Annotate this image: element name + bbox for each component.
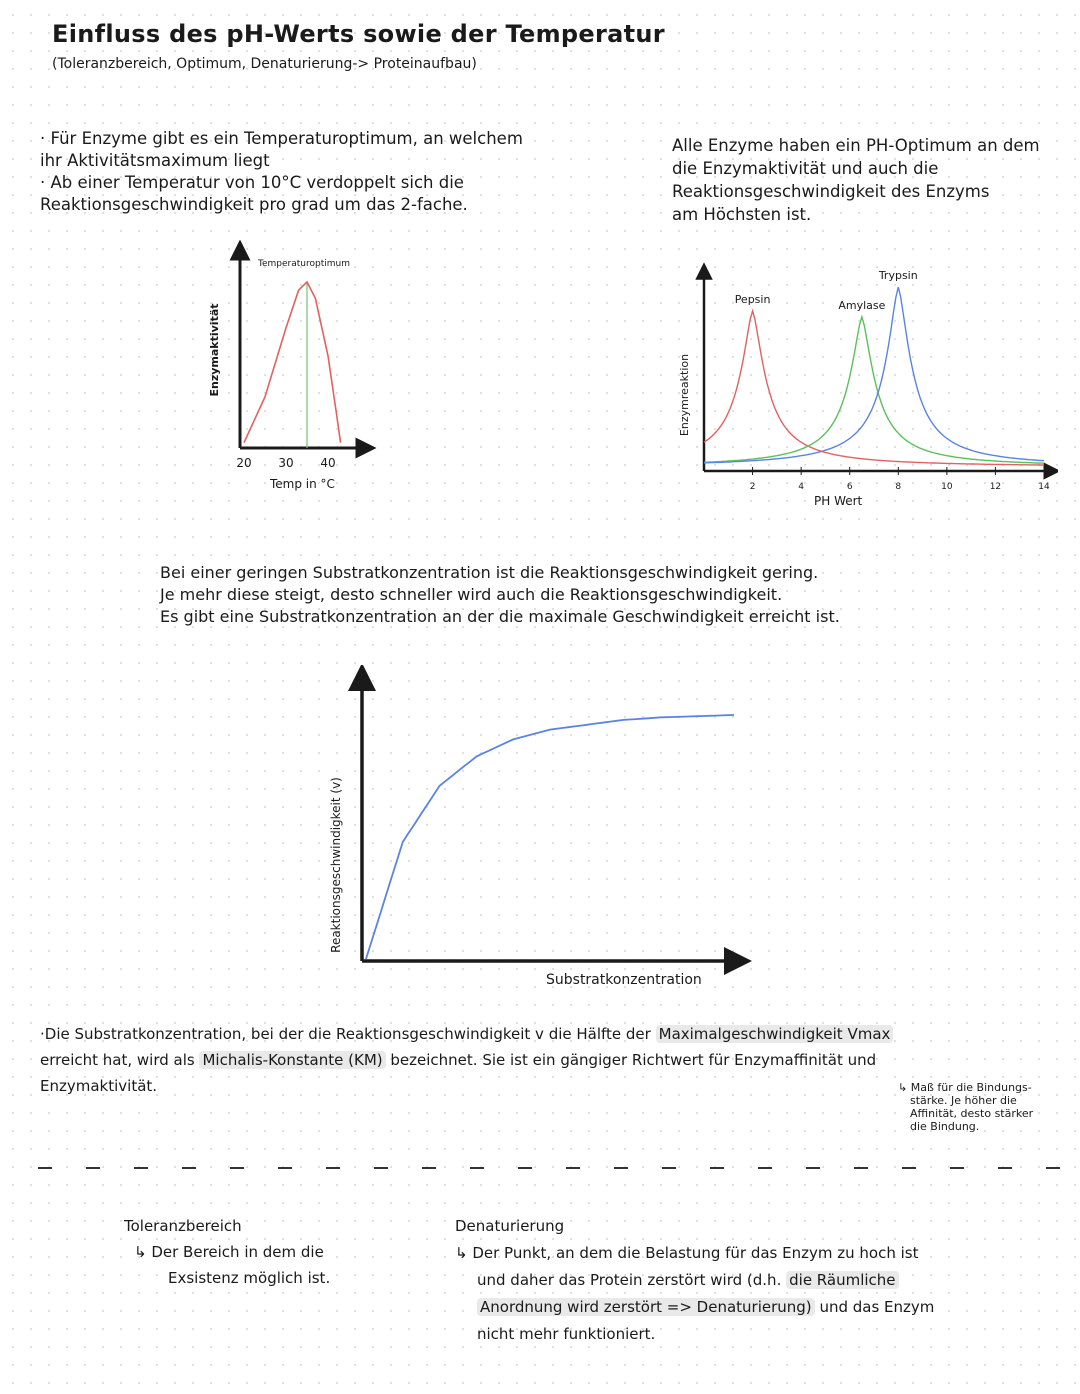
divider-dash bbox=[662, 1167, 676, 1169]
binding-note bbox=[898, 1081, 1068, 1133]
divider-dash bbox=[566, 1167, 580, 1169]
temp-x-tick: 40 bbox=[320, 456, 336, 470]
temp-title: Temperaturoptimum bbox=[258, 259, 350, 269]
dashed-divider bbox=[0, 1160, 1080, 1176]
temperature-line-2: ihr Aktivitätsmaximum liegt bbox=[40, 151, 270, 170]
michaelis-line-1 bbox=[40, 1021, 1065, 1047]
divider-dash bbox=[518, 1167, 532, 1169]
divider-dash bbox=[86, 1167, 100, 1169]
denaturierung-heading: Denaturierung bbox=[455, 1217, 565, 1235]
denaturierung-line-4: nicht mehr funktioniert. bbox=[477, 1325, 656, 1343]
divider-dash bbox=[326, 1167, 340, 1169]
ph-x-tick: 2 bbox=[749, 482, 756, 492]
temperature-line-4: Reaktionsgeschwindigkeit pro grad um das 2-fache. bbox=[40, 195, 468, 214]
temp-x-tick: 30 bbox=[278, 456, 294, 470]
denaturierung-line-3 bbox=[455, 1294, 1055, 1321]
ph-x-tick: 12 bbox=[989, 482, 1002, 492]
anordnung-highlight: Anordnung wird zerstört => Denaturierung) bbox=[477, 1298, 815, 1316]
ph-x-tick: 4 bbox=[798, 482, 805, 492]
ph-legend-amylase: Amylase bbox=[838, 299, 886, 312]
ph-x-tick: 10 bbox=[941, 482, 953, 492]
toleranz-section bbox=[124, 1213, 424, 1291]
temp-curve-series bbox=[244, 282, 341, 443]
divider-dash bbox=[758, 1167, 772, 1169]
denaturierung-line-2 bbox=[455, 1267, 1055, 1294]
temperature-chart bbox=[200, 240, 380, 500]
temperature-line-3: · Ab einer Temperatur von 10°C verdoppelt sich die bbox=[40, 173, 464, 192]
ph-legend-trypsin: Trypsin bbox=[878, 269, 918, 282]
page-subtitle: (Toleranzbereich, Optimum, Denaturierung-> Proteinaufbau) bbox=[52, 56, 477, 72]
km-highlight: Michalis-Konstante (KM) bbox=[199, 1051, 385, 1069]
page-title: Einfluss des pH-Werts sowie der Temperatur bbox=[52, 20, 665, 48]
temp-x-tick: 20 bbox=[236, 456, 252, 470]
ph-curves bbox=[704, 269, 1044, 465]
raeumliche-highlight: die Räumliche bbox=[786, 1271, 898, 1289]
toleranz-line-1: ↳ Der Bereich in dem die bbox=[134, 1243, 324, 1261]
ph-curve-pepsin bbox=[704, 311, 1044, 465]
michaelis-line-3: Enzymaktivität. bbox=[40, 1077, 158, 1095]
substrate-line-2: Je mehr diese steigt, desto schneller wird auch die Reaktionsgeschwindigkeit. bbox=[160, 585, 783, 604]
ph-text bbox=[672, 134, 1072, 226]
temp-y-label: Enzymaktivität bbox=[208, 303, 221, 397]
denaturierung-section bbox=[455, 1213, 1055, 1348]
denaturierung-line-2a: und daher das Protein zerstört wird (d.h. bbox=[477, 1271, 782, 1289]
ph-x-tick: 8 bbox=[895, 482, 902, 492]
binding-note-line-3: Affinität, desto stärker bbox=[910, 1107, 1034, 1120]
divider-dash bbox=[134, 1167, 148, 1169]
denaturierung-line-3b: und das Enzym bbox=[819, 1298, 935, 1316]
ph-line-3: Reaktionsgeschwindigkeit des Enzyms bbox=[672, 182, 990, 201]
ph-x-tick: 6 bbox=[846, 482, 853, 492]
divider-dash bbox=[854, 1167, 868, 1169]
temperature-line-1: · Für Enzyme gibt es ein Temperaturoptimum, an welchem bbox=[40, 129, 523, 148]
divider-dash bbox=[278, 1167, 292, 1169]
divider-dash bbox=[710, 1167, 724, 1169]
substrate-line-3: Es gibt eine Substratkonzentration an der die maximale Geschwindigkeit erreicht ist. bbox=[160, 607, 840, 626]
binding-note-line-4: die Bindung. bbox=[910, 1120, 980, 1133]
ph-line-2: die Enzymaktivität und auch die bbox=[672, 159, 939, 178]
ph-x-tick: 14 bbox=[1038, 482, 1050, 492]
michaelis-line-2a: erreicht hat, wird als bbox=[40, 1051, 195, 1069]
divider-dash bbox=[950, 1167, 964, 1169]
substrate-text bbox=[160, 562, 1040, 628]
divider-dash bbox=[182, 1167, 196, 1169]
ph-chart bbox=[668, 255, 1058, 520]
michaelis-line-2 bbox=[40, 1047, 1065, 1073]
divider-dash bbox=[614, 1167, 628, 1169]
divider-dash bbox=[38, 1167, 52, 1169]
substrate-curve-series bbox=[366, 715, 734, 959]
ph-line-4: am Höchsten ist. bbox=[672, 205, 812, 224]
divider-dash bbox=[230, 1167, 244, 1169]
ph-x-label: PH Wert bbox=[814, 494, 863, 508]
michaelis-line-2b: bezeichnet. Sie ist ein gängiger Richtwert für Enzymaffinität und bbox=[390, 1051, 877, 1069]
substrate-chart bbox=[310, 665, 770, 995]
divider-dash bbox=[374, 1167, 388, 1169]
substrate-x-label: Substratkonzentration bbox=[546, 972, 702, 988]
substrate-line-1: Bei einer geringen Substratkonzentration ist die Reaktionsgeschwindigkeit gering. bbox=[160, 563, 819, 582]
divider-dash bbox=[470, 1167, 484, 1169]
toleranz-heading: Toleranzbereich bbox=[124, 1217, 242, 1235]
ph-curve-amylase bbox=[704, 317, 1044, 463]
binding-note-line-2: stärke. Je höher die bbox=[910, 1094, 1017, 1107]
binding-note-line-1: ↳ Maß für die Bindungs- bbox=[898, 1081, 1032, 1094]
divider-dash bbox=[1046, 1167, 1060, 1169]
vmax-highlight: Maximalgeschwindigkeit Vmax bbox=[656, 1025, 894, 1043]
substrate-y-label: Reaktionsgeschwindigkeit (v) bbox=[329, 777, 343, 953]
temp-x-label: Temp in °C bbox=[270, 477, 335, 491]
ph-legend-pepsin: Pepsin bbox=[734, 293, 771, 306]
ph-y-label: Enzymreaktion bbox=[678, 353, 691, 437]
michaelis-line-1a: ·Die Substratkonzentration, bei der die Reaktionsgeschwindigkeit v die Hälfte der bbox=[40, 1025, 651, 1043]
toleranz-line-2: Exsistenz möglich ist. bbox=[168, 1269, 331, 1287]
temperature-text bbox=[40, 128, 630, 216]
divider-dash bbox=[998, 1167, 1012, 1169]
divider-dash bbox=[422, 1167, 436, 1169]
denaturierung-line-1: ↳ Der Punkt, an dem die Belastung für das Enzym zu hoch ist bbox=[455, 1244, 919, 1262]
ph-line-1: Alle Enzyme haben ein PH-Optimum an dem bbox=[672, 136, 1040, 155]
divider-dash bbox=[902, 1167, 916, 1169]
divider-dash bbox=[806, 1167, 820, 1169]
